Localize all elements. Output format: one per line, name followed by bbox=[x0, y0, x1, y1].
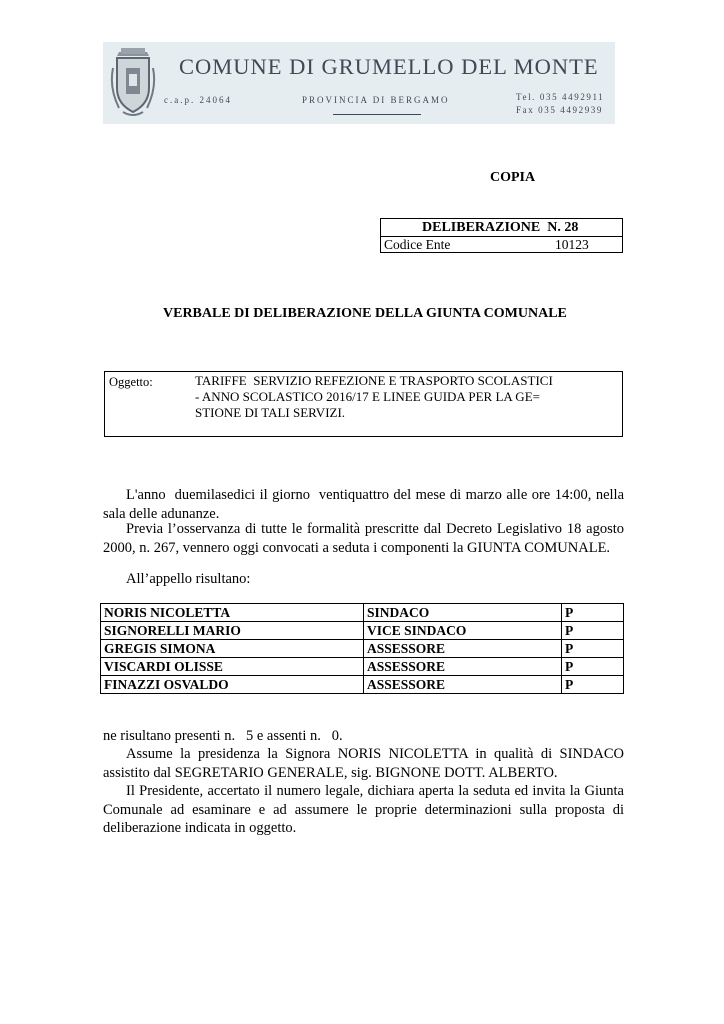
table-row bbox=[101, 640, 624, 658]
telephone: Tel. 035 4492911 bbox=[516, 92, 605, 102]
entity-code-value: 10123 bbox=[555, 237, 589, 252]
deliberation-title-row bbox=[381, 219, 622, 237]
postal-code: c.a.p. 24064 bbox=[164, 95, 232, 105]
deliberation-box bbox=[380, 218, 623, 253]
member-name: VISCARDI OLISSE bbox=[101, 658, 364, 676]
subject-label: Oggetto: bbox=[109, 375, 153, 389]
paragraph-roll-call-text: All’appello risultano: bbox=[126, 571, 251, 587]
paragraph-attendance bbox=[103, 727, 624, 746]
member-name: SIGNORELLI MARIO bbox=[101, 622, 364, 640]
member-name: GREGIS SIMONA bbox=[101, 640, 364, 658]
table-row bbox=[101, 658, 624, 676]
table-row bbox=[101, 676, 624, 694]
paragraph-date bbox=[103, 486, 628, 523]
paragraph-opening bbox=[103, 782, 624, 838]
fax: Fax 035 4492939 bbox=[516, 105, 603, 115]
municipality-name: COMUNE DI GRUMELLO DEL MONTE bbox=[179, 54, 599, 79]
paragraph-convocation bbox=[103, 520, 624, 557]
subject-line: - ANNO SCOLASTICO 2016/17 E LINEE GUIDA PER LA GE= bbox=[195, 389, 540, 404]
member-status: P bbox=[562, 676, 624, 694]
subject-box bbox=[104, 371, 623, 437]
member-status: P bbox=[562, 658, 624, 676]
subject-text bbox=[195, 373, 553, 421]
member-role: VICE SINDACO bbox=[364, 622, 562, 640]
paragraph-presidency-text: Assume la presidenza la Signora NORIS NICOLETTA in qualità di SINDACO assistito dal SEGRETARIO GENERALE, sig. BIGNONE DOTT. ALBERTO. bbox=[103, 746, 624, 781]
member-status: P bbox=[562, 622, 624, 640]
member-role: ASSESSORE bbox=[364, 658, 562, 676]
paragraph-roll-call bbox=[103, 570, 624, 589]
member-status: P bbox=[562, 604, 624, 622]
member-name: NORIS NICOLETTA bbox=[101, 604, 364, 622]
table-row bbox=[101, 622, 624, 640]
coat-of-arms-icon bbox=[109, 48, 157, 118]
subject-line: STIONE DI TALI SERVIZI. bbox=[195, 405, 346, 420]
letterhead bbox=[103, 42, 615, 124]
letterhead-divider bbox=[333, 114, 421, 115]
table-row bbox=[101, 604, 624, 622]
paragraph-convocation-text: Previa l’osservanza di tutte le formalità prescritte dal Decreto Legislativo 18 agosto 2000, n. 267, vennero oggi convocati a seduta i componenti la GIUNTA COMUNALE. bbox=[103, 521, 624, 556]
paragraph-opening-text: Il Presidente, accertato il numero legale, dichiara aperta la seduta ed invita la Giunta Comunale ad esaminare e ad assumere le proprie determinazioni sulla proposta di deliberazione indicata in oggetto. bbox=[103, 783, 624, 836]
copy-label: COPIA bbox=[490, 170, 536, 185]
members-table bbox=[100, 603, 624, 694]
deliberation-number: DELIBERAZIONE N. 28 bbox=[422, 220, 579, 235]
member-role: ASSESSORE bbox=[364, 640, 562, 658]
member-role: SINDACO bbox=[364, 604, 562, 622]
paragraph-attendance-text: ne risultano presenti n. 5 e assenti n. 0. bbox=[103, 728, 343, 744]
province: PROVINCIA DI BERGAMO bbox=[302, 95, 450, 105]
paragraph-presidency bbox=[103, 745, 624, 782]
document-title: VERBALE DI DELIBERAZIONE DELLA GIUNTA COMUNALE bbox=[163, 306, 567, 321]
subject-line: TARIFFE SERVIZIO REFEZIONE E TRASPORTO SCOLASTICI bbox=[195, 373, 553, 388]
member-name: FINAZZI OSVALDO bbox=[101, 676, 364, 694]
member-status: P bbox=[562, 640, 624, 658]
member-role: ASSESSORE bbox=[364, 676, 562, 694]
paragraph-date-text: L'anno duemilasedici il giorno ventiquattro del mese di marzo alle ore 14:00, nella sala delle adunanze. bbox=[103, 487, 628, 522]
entity-code-label: Codice Ente bbox=[384, 237, 451, 252]
